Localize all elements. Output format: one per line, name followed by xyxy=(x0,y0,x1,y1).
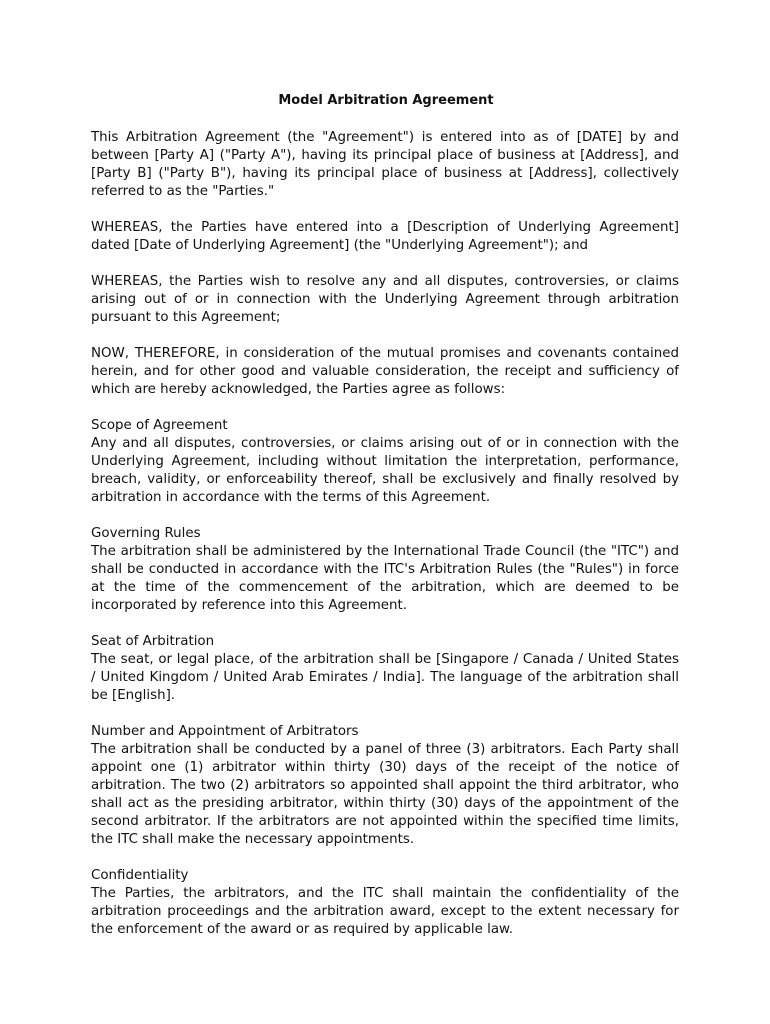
whereas-paragraph-1: WHEREAS, the Parties have entered into a [Description of Underlying Agreement] dated [Date of Underlying Agreement] (the "Underlying Agreement"); and xyxy=(91,220,679,253)
section-arbitrators xyxy=(91,723,679,849)
document-title: Model Arbitration Agreement xyxy=(278,93,494,108)
section-governing-rules xyxy=(91,525,679,615)
therefore-paragraph: NOW, THEREFORE, in consideration of the mutual promises and covenants contained herein, and for other good and valuable consideration, the receipt and sufficiency of which are hereby acknowledged, the Parties agree as follows: xyxy=(91,346,679,397)
section-scope xyxy=(91,417,679,507)
section-heading: Governing Rules xyxy=(91,526,201,541)
section-heading: Seat of Arbitration xyxy=(91,634,215,649)
intro-paragraph: This Arbitration Agreement (the "Agreement") is entered into as of [DATE] by and between [Party A] ("Party A"), having its principal place of business at [Address], and [Party B] ("Party B"), having its principal place of business at [Address], collectively referred to as the "Parties." xyxy=(91,130,679,199)
section-seat xyxy=(91,633,679,705)
section-body: Any and all disputes, controversies, or claims arising out of or in connection with the Underlying Agreement, including without limitation the interpretation, performance, breach, validity, or enforceability thereof, shall be exclusively and finally resolved by arbitration in accordance with the terms of this Agreement. xyxy=(91,436,679,505)
section-confidentiality xyxy=(91,867,679,939)
section-heading: Confidentiality xyxy=(91,868,189,883)
whereas-paragraph-2: WHEREAS, the Parties wish to resolve any and all disputes, controversies, or claims arising out of or in connection with the Underlying Agreement through arbitration pursuant to this Agreement; xyxy=(91,274,679,325)
section-heading: Number and Appointment of Arbitrators xyxy=(91,724,359,739)
section-body: The seat, or legal place, of the arbitration shall be [Singapore / Canada / United States / United Kingdom / United Arab Emirates / India]. The language of the arbitration shall be [English]. xyxy=(91,652,679,703)
section-body: The Parties, the arbitrators, and the ITC shall maintain the confidentiality of the arbitration proceedings and the arbitration award, except to the extent necessary for the enforcement of the award or as required by applicable law. xyxy=(91,886,679,937)
section-body: The arbitration shall be conducted by a panel of three (3) arbitrators. Each Party shall appoint one (1) arbitrator within thirty (30) days of the receipt of the notice of arbitration. The two (2) arbitrators so appointed shall appoint the third arbitrator, who shall act as the presiding arbitrator, within thirty (30) days of the appointment of the second arbitrator. If the arbitrators are not appointed within the specified time limits, the ITC shall make the necessary appointments. xyxy=(91,742,679,847)
section-heading: Scope of Agreement xyxy=(91,418,228,433)
section-body: The arbitration shall be administered by the International Trade Council (the "ITC") and shall be conducted in accordance with the ITC's Arbitration Rules (the "Rules") in force at the time of the commencement of the arbitration, which are deemed to be incorporated by reference into this Agreement. xyxy=(91,544,679,613)
